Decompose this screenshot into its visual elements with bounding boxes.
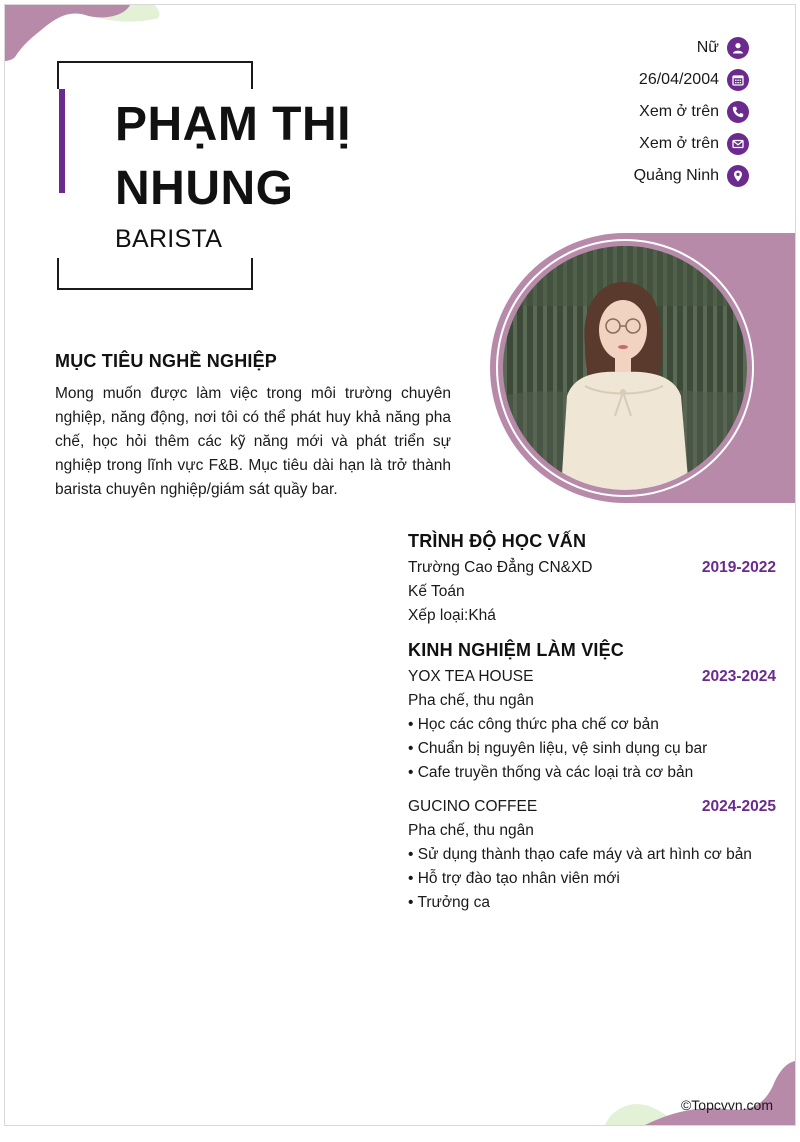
education-grade: Xếp loại:Khá — [408, 607, 496, 624]
copyright-text: ©Topcvvn.com — [680, 1097, 773, 1113]
job-years: 2023-2024 — [701, 668, 776, 685]
education-row — [408, 556, 776, 580]
job-bullet: • Sử dụng thành thạo cafe máy và art hình cơ bản — [408, 846, 752, 863]
job-entry — [408, 665, 776, 785]
candidate-name — [115, 93, 351, 221]
person-icon — [727, 37, 749, 59]
decorative-blob-bottom — [605, 1061, 795, 1125]
education-school: Trường Cao Đẳng CN&XD — [408, 559, 593, 576]
job-header — [408, 665, 776, 689]
contact-email-text: Xem ở trên — [639, 135, 719, 152]
experience-section — [408, 640, 776, 915]
job-company: GUCINO COFFEE — [408, 798, 538, 815]
calendar-icon — [727, 69, 749, 91]
phone-icon — [727, 101, 749, 123]
objective-section — [55, 351, 451, 502]
education-heading: TRÌNH ĐỘ HỌC VẤN — [408, 531, 587, 551]
objective-heading: MỤC TIÊU NGHỀ NGHIỆP — [55, 351, 278, 371]
job-bullet: • Trưởng ca — [408, 894, 490, 911]
contact-gender — [634, 32, 749, 64]
job-company: YOX TEA HOUSE — [408, 668, 534, 685]
job-bullet: • Chuẩn bị nguyên liệu, vệ sinh dụng cụ bar — [408, 740, 708, 757]
contact-email — [634, 128, 749, 160]
job-entry — [408, 795, 776, 915]
location-pin-icon — [727, 165, 749, 187]
accent-bar — [59, 89, 65, 193]
job-bullet: • Hỗ trợ đào tạo nhân viên mới — [408, 870, 620, 887]
profile-photo — [503, 246, 747, 490]
contact-location-text: Quảng Ninh — [633, 167, 719, 184]
job-years: 2024-2025 — [701, 798, 776, 815]
name-line-2: NHUNG — [115, 162, 294, 215]
job-header — [408, 795, 776, 819]
job-role: Pha chế, thu ngân — [408, 822, 534, 839]
contact-phone-text: Xem ở trên — [639, 103, 719, 120]
job-bullet: • Cafe truyền thống và các loại trà cơ bản — [408, 764, 694, 781]
right-column — [408, 531, 776, 915]
frame-bottom-bracket — [57, 258, 253, 290]
contact-location — [634, 160, 749, 192]
frame-top-bracket — [57, 61, 253, 89]
decorative-blob-top — [5, 5, 165, 65]
name-line-1: PHẠM THỊ — [115, 98, 351, 151]
education-section — [408, 531, 776, 628]
cv-page — [4, 4, 796, 1126]
contact-list — [634, 32, 749, 192]
objective-text: Mong muốn được làm việc trong môi trường chuyên nghiệp, năng động, nơi tôi có thể phát huy khả năng pha chế, học hỏi thêm các kỹ năng mới và phát triển sự nghiệp trong lĩnh vực F&B. Mục tiêu dài hạn là trở thành barista chuyên nghiệp/giám sát quầy bar. — [55, 385, 451, 498]
mail-icon — [727, 133, 749, 155]
job-role: Pha chế, thu ngân — [408, 692, 534, 709]
experience-heading: KINH NGHIỆM LÀM VIỆC — [408, 640, 625, 660]
job-title: BARISTA — [115, 225, 223, 253]
contact-birthday — [634, 64, 749, 96]
job-bullet: • Học các công thức pha chế cơ bản — [408, 716, 659, 733]
contact-phone — [634, 96, 749, 128]
contact-birthday-text: 26/04/2004 — [638, 71, 719, 88]
education-years: 2019-2022 — [701, 559, 776, 576]
contact-gender-text: Nữ — [696, 39, 719, 56]
education-major: Kế Toán — [408, 583, 465, 600]
